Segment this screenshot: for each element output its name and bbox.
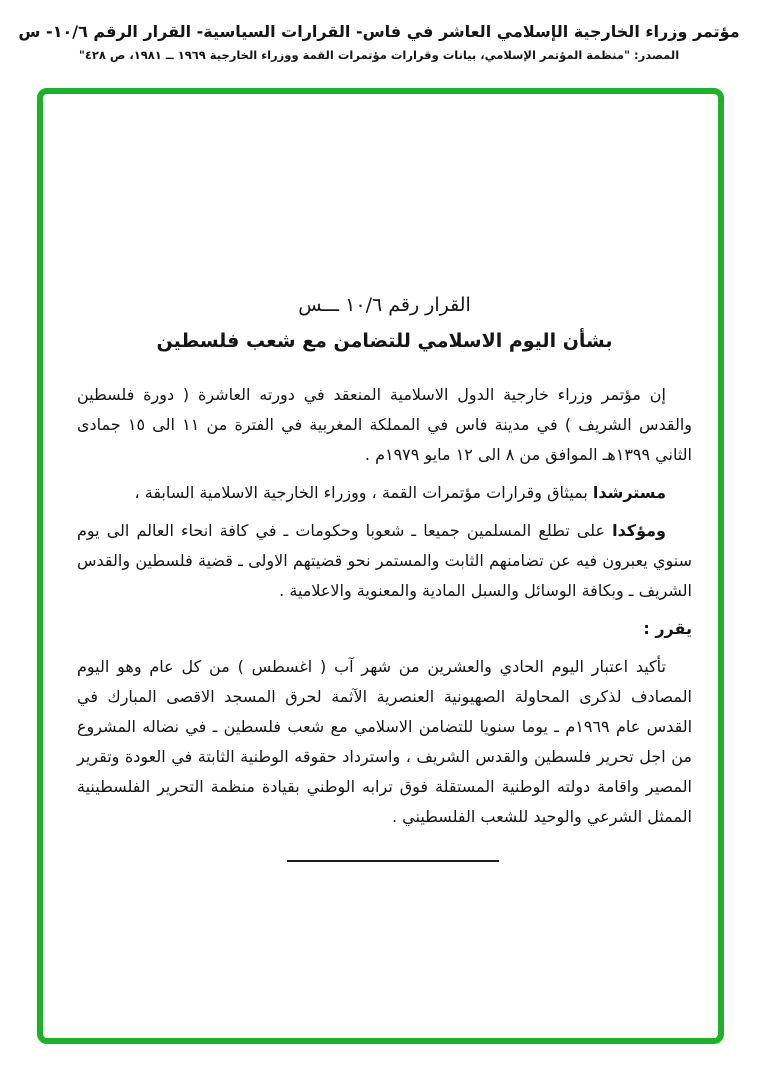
paragraph-preamble-text: إن مؤتمر وزراء خارجية الدول الاسلامية المنعقد في دورته العاشرة ( دورة فلسطين والقدس الشريف ) في مدينة فاس في المملكة المغربية في الفترة من ١١ الى ١٥ جمادى الثاني ١٣٩٩هـ الموافق من ٨ الى ١٢ مايو ١٩٧٩م . — [77, 385, 693, 464]
paragraph-decision-text: تأكيد اعتبار اليوم الحادي والعشرين من شهر آب ( اغسطس ) من كل عام وهو اليوم المصادف لذكرى المحاولة الصهيونية العنصرية الآثمة لحرق المسجد الاقصى المبارك في القدس عام ١٩٦٩م ـ يوما سنويا للتضامن الاسلامي مع شعب فلسطين ـ في نضاله المشروع من اجل تحرير فلسطين والقدس الشريف ، واسترداد حقوقه الوطنية الثابتة في العودة وتقرير المصير واقامة دولته الوطنية المستقلة فوق ترابه الوطني بقيادة منظمة التحرير الفلسطينية الممثل الشرعي والوحيد للشعب الفلسطيني . — [77, 657, 693, 826]
paragraph-affirming — [77, 516, 692, 606]
header-source-title: مؤتمر وزراء الخارجية الإسلامي العاشر في فاس- القرارات السياسية- القرار الرقم ١٠/٦- س — [18, 22, 740, 41]
decides-label: يقرر : — [643, 619, 692, 638]
paragraph-affirming-lead: ومؤكدا — [612, 521, 666, 540]
document-body — [43, 94, 718, 862]
document-frame-border — [37, 88, 724, 1044]
resolution-number-title: القرار رقم ١٠/٦ ـــس — [298, 294, 471, 316]
document-header — [0, 22, 758, 62]
paragraph-guided-by-lead: مسترشدا — [592, 483, 666, 502]
paragraph-guided-by — [77, 478, 692, 508]
resolution-subject-title: بشأن اليوم الاسلامي للتضامن مع شعب فلسطين — [156, 330, 613, 352]
paragraph-preamble — [77, 380, 692, 470]
paragraph-guided-by-text: بميثاق وقرارات مؤتمرات القمة ، ووزراء الخارجية الاسلامية السابقة ، — [134, 483, 593, 502]
paragraph-affirming-text: على تطلع المسلمين جميعا ـ شعوبا وحكومات ـ في كافة انحاء العالم الى يوم سنوي يعبرون فيه عن تضامنهم الثابت والمستمر نحو قضيتهم الاولى ـ قضية فلسطين والقدس الشريف ـ وبكافة الوسائل والسبل المادية والمعنوية والاعلامية . — [77, 521, 692, 600]
divider-line — [287, 860, 499, 862]
paragraph-decision — [77, 652, 692, 832]
header-source-citation: المصدر: "منظمة المؤتمر الإسلامي، بيانات وقرارات مؤتمرات القمة ووزراء الخارجية ١٩٦٩ ــ ١٩٨١، ص ٤٢٨" — [78, 48, 680, 62]
